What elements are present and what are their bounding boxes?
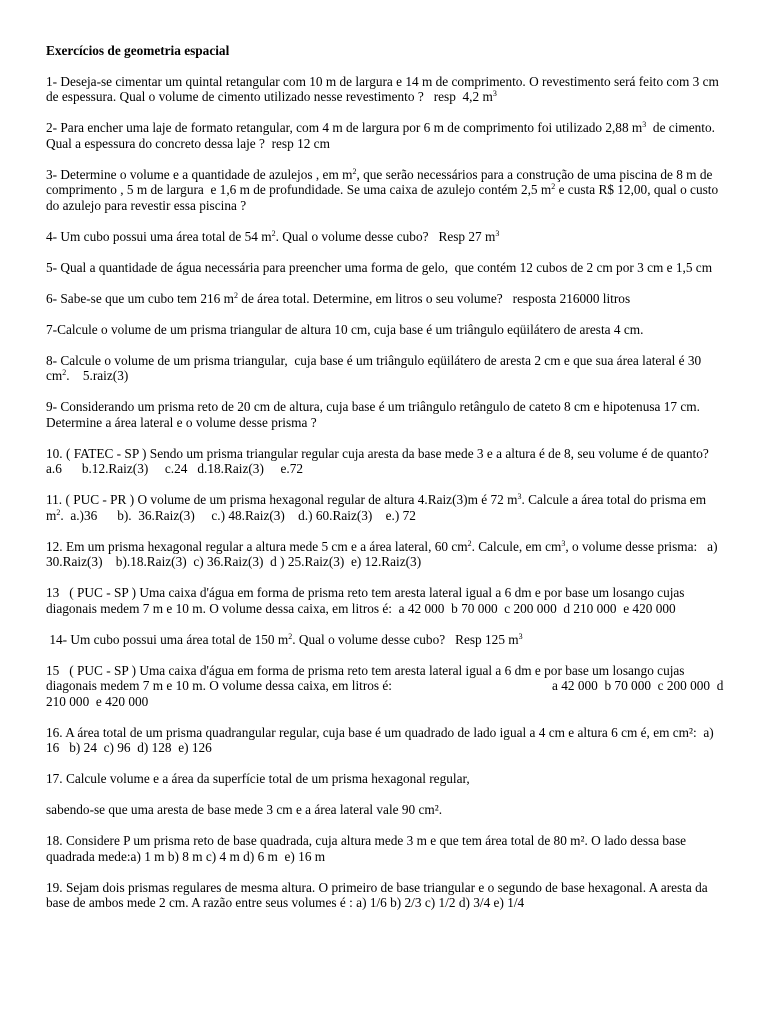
question-q1	[46, 74, 726, 105]
question-q5	[46, 260, 726, 276]
question-list	[46, 74, 726, 911]
question-text: 18. Considere P um prisma reto de base quadrada, cuja altura mede 3 m e que tem área total de 80 m². O lado dessa base quadrada mede:a) 1 m b) 8 m c) 4 m d) 6 m e) 16 m	[46, 833, 687, 864]
question-text: 12. Em um prisma hexagonal regular a altura mede 5 cm e a área lateral, 60 $cm^2$. Calcule, em $cm^3$, o volume desse prisma: a) 30.Raiz(3) b).18.Raiz(3) c) 36.Raiz(3) d ) 25.Raiz(3) e) 12.Raiz(3)	[46, 538, 721, 569]
question-text: 3- Determine o volume e a quantidade de azulejos , em $m^2$, que serão necessários para a construção de uma piscina de 8 m de comprimento , 5 m de largura e 1,6 m de profundidade. Se uma caixa de azulejo contém 2,5 $m^2$ e custa R$ 12,00, qual o custo do azulejo para revestir essa piscina ?	[46, 166, 719, 213]
question-q3	[46, 167, 726, 214]
question-q8	[46, 353, 726, 384]
question-q4	[46, 229, 726, 245]
question-text: 14- Um cubo possui uma área total de 150 $m^2$. Qual o volume desse cubo? Resp 125 $m^3$	[46, 631, 523, 647]
question-text: 8- Calcule o volume de um prisma triangular, cuja base é um triângulo eqüilátero de aresta 2 cm e que sua área lateral é 30 $cm^2$. 5.raiz(3)	[46, 352, 702, 383]
question-q15	[46, 663, 726, 710]
question-q18	[46, 833, 726, 864]
question-text: 2- Para encher uma laje de formato retangular, com 4 m de largura por 6 m de comprimento foi utilizado 2,88 $m^3$ de cimento. Qual a espessura do concreto dessa laje ? resp 12 cm	[46, 120, 715, 151]
question-q9	[46, 399, 726, 430]
question-text: 6- Sabe-se que um cubo tem 216 $m^2$ de área total. Determine, em litros o seu volume? resposta 216000 litros	[46, 290, 631, 306]
question-text: 13 ( PUC - SP ) Uma caixa d'água em forma de prisma reto tem aresta lateral igual a 6 dm e por base um losango cujas diagonais medem 7 m e 10 m. O volume dessa caixa, em litros é: a 42 000 b 70 000 c 200 000 d 210 000 e 420 000	[46, 585, 685, 616]
question-text: 17. Calcule volume e a área da superfície total de um prisma hexagonal regular,	[46, 771, 470, 786]
question-q17a	[46, 771, 726, 787]
question-text: 19. Sejam dois prismas regulares de mesma altura. O primeiro de base triangular e o segundo de base hexagonal. A aresta da base de ambos mede 2 cm. A razão entre seus volumes é : a) 1/6 b) 2/3 c) 1/2 d) 3/4 e) 1/4	[46, 879, 708, 910]
question-q14	[46, 632, 726, 648]
question-text: sabendo-se que uma aresta de base mede 3 cm e a área lateral vale 90 cm².	[46, 802, 443, 817]
question-q10	[46, 446, 726, 477]
question-text: 16. A área total de um prisma quadrangular regular, cuja base é um quadrado de lado igual a 4 cm e altura 6 cm é, em cm²: a) 16 b) 24 c) 96 d) 128 e) 126	[46, 724, 714, 755]
question-q11	[46, 492, 726, 523]
question-text: 15 ( PUC - SP ) Uma caixa d'água em forma de prisma reto tem aresta lateral igual a 6 dm e por base um losango cujas diagonais medem 7 m e 10 m. O volume dessa caixa, em litros é: a 42 000 b 70 000 c 200 000 d 210 000 e 420 000	[46, 662, 724, 709]
question-q7	[46, 322, 726, 338]
question-text: 4- Um cubo possui uma área total de 54 $m^2$. Qual o volume desse cubo? Resp 27 $m^3$	[46, 228, 500, 244]
question-text: 7-Calcule o volume de um prisma triangular de altura 10 cm, cuja base é um triângulo eqüilátero de aresta 4 cm.	[46, 321, 644, 337]
question-q12	[46, 539, 726, 570]
question-text: 1- Deseja-se cimentar um quintal retangular com 10 m de largura e 14 m de comprimento. O revestimento será feito com 3 cm de espessura. Qual o volume de cimento utilizado nesse revestimento ? resp 4,2 $m^3$	[46, 73, 719, 104]
document-title: Exercícios de geometria espacial	[46, 43, 230, 58]
question-q13	[46, 585, 726, 616]
document-page	[46, 43, 726, 926]
question-text: 5- Qual a quantidade de água necessária para preencher uma forma de gelo, que contém 12 cubos de 2 cm por 3 cm e 1,5 cm	[46, 259, 713, 275]
question-q2	[46, 120, 726, 151]
question-text: 10. ( FATEC - SP ) Sendo um prisma triangular regular cuja aresta da base mede 3 e a altura é de 8, seu volume é de quanto? a.6 b.12.Raiz(3) c.24 d.18.Raiz(3) e.72	[46, 445, 719, 476]
question-q6	[46, 291, 726, 307]
question-text: 9- Considerando um prisma reto de 20 cm de altura, cuja base é um triângulo retângulo de cateto 8 cm e hipotenusa 17 cm. Determine a área lateral e o volume desse prisma ?	[46, 399, 700, 430]
question-q19	[46, 880, 726, 911]
question-q17b	[46, 802, 726, 818]
question-q16	[46, 725, 726, 756]
question-text: 11. ( PUC - PR ) O volume de um prisma hexagonal regular de altura 4.Raiz(3)m é 72 $m^3$. Calcule a área total do prisma em $m^2$. a.)36 b). 36.Raiz(3) c.) 48.Raiz(3) d.) 60.Raiz(3) e.) 72	[46, 492, 707, 523]
